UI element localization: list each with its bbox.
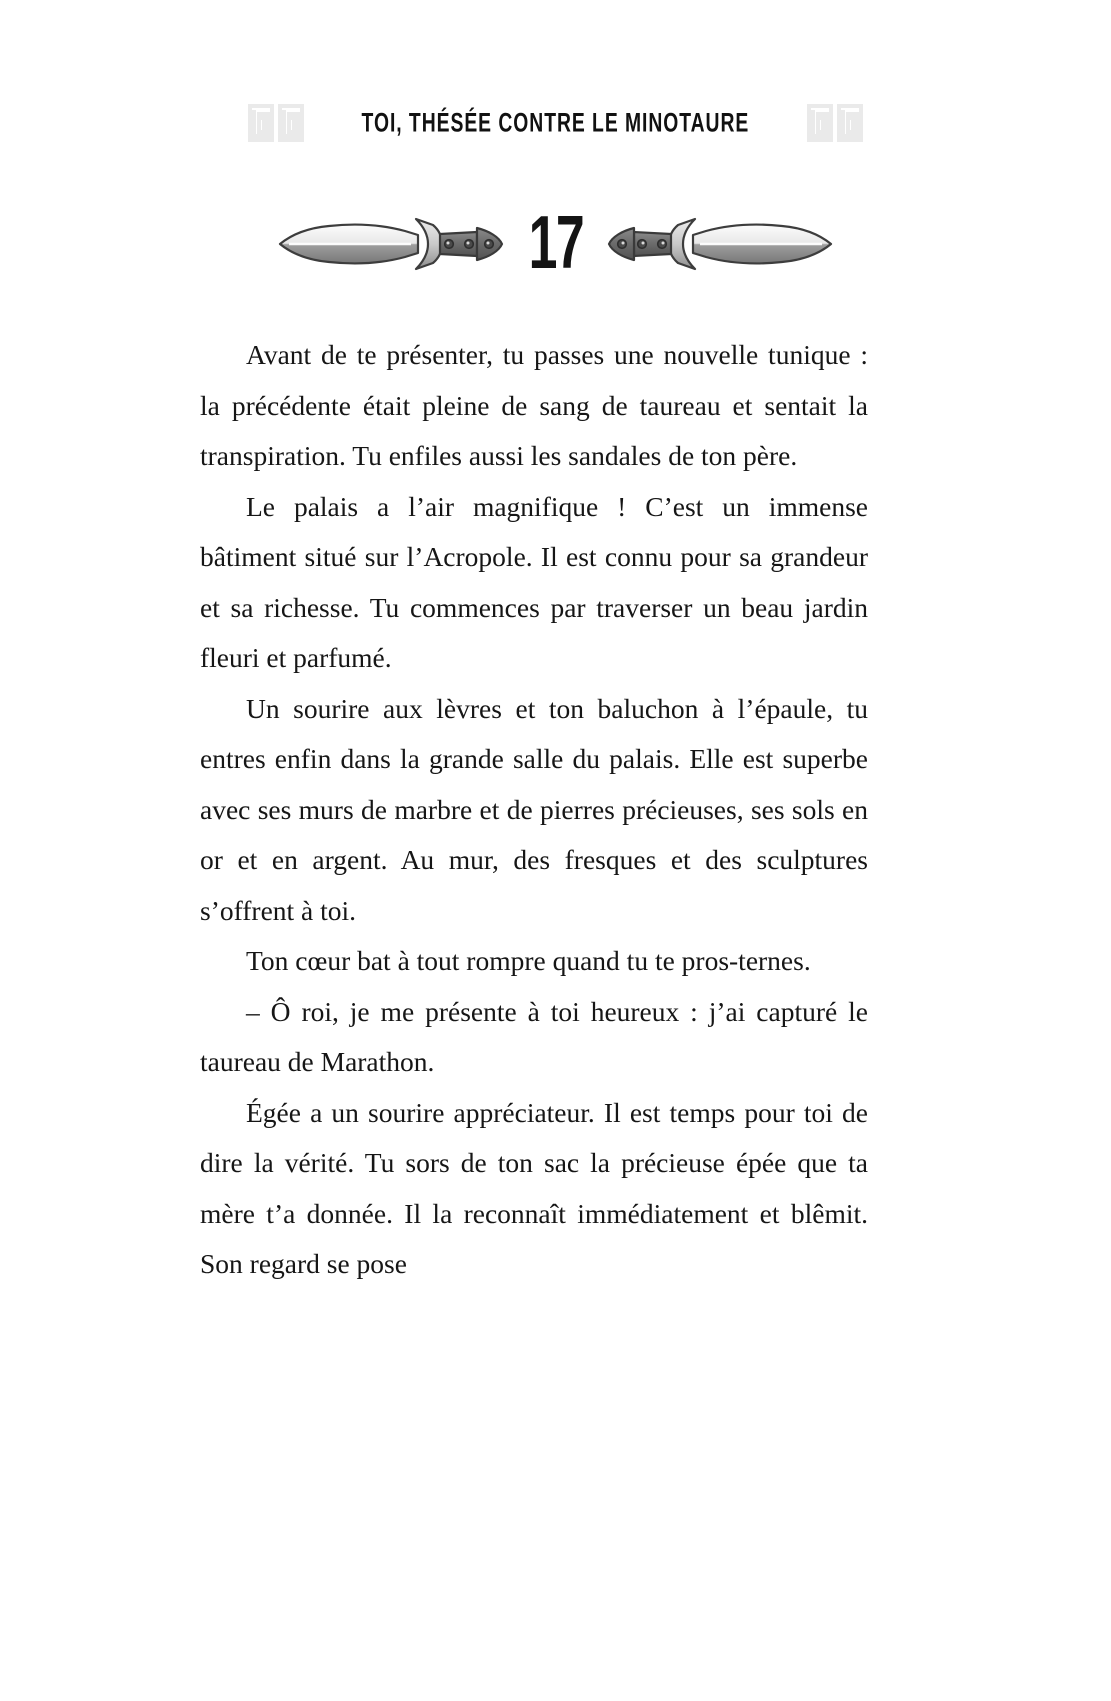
running-head: [0, 100, 1111, 146]
greek-key-icon: [248, 104, 274, 142]
paragraph: Un sourire aux lèvres et ton baluchon à l’épaule, tu entres enfin dans la grande salle du palais. Elle est superbe avec ses murs de marbre et de pierres précieuses, ses sols en or et en argent. Au mur, des fresques et des sculptures s’offrent à toi.: [200, 692, 868, 926]
chapter-heading: [0, 196, 1111, 292]
greek-key-ornament-left: [248, 104, 304, 142]
page-title: TOI, THÉSÉE CONTRE LE MINOTAURE: [361, 107, 750, 138]
paragraph: Ton cœur bat à tout rompre quand tu te pros-ternes.: [246, 945, 811, 976]
paragraph: Avant de te présenter, tu passes une nouvelle tunique : la précédente était pleine de sang de taureau et sentait la transpiration. Tu enfiles aussi les sandales de ton père.: [200, 339, 868, 471]
greek-key-ornament-right: [807, 104, 863, 142]
dagger-icon: [606, 201, 834, 287]
paragraph: – Ô roi, je me présente à toi heureux : j’ai capturé le taureau de Marathon.: [200, 995, 868, 1077]
body-text: [200, 330, 868, 1290]
chapter-number: 17: [528, 199, 583, 284]
paragraph: Le palais a l’air magnifique ! C’est un immense bâtiment situé sur l’Acropole. Il est connu pour sa grandeur et sa richesse. Tu commences par traverser un beau jardin fleuri et parfumé.: [200, 490, 868, 673]
paragraph: Égée a un sourire appréciateur. Il est temps pour toi de dire la vérité. Tu sors de ton sac la précieuse épée que ta mère t’a donnée. Il la reconnaît immédiatement et blêmit. Son regard se pose: [200, 1096, 868, 1279]
greek-key-icon: [837, 104, 863, 142]
dagger-icon: [277, 201, 505, 287]
greek-key-icon: [807, 104, 833, 142]
greek-key-icon: [278, 104, 304, 142]
